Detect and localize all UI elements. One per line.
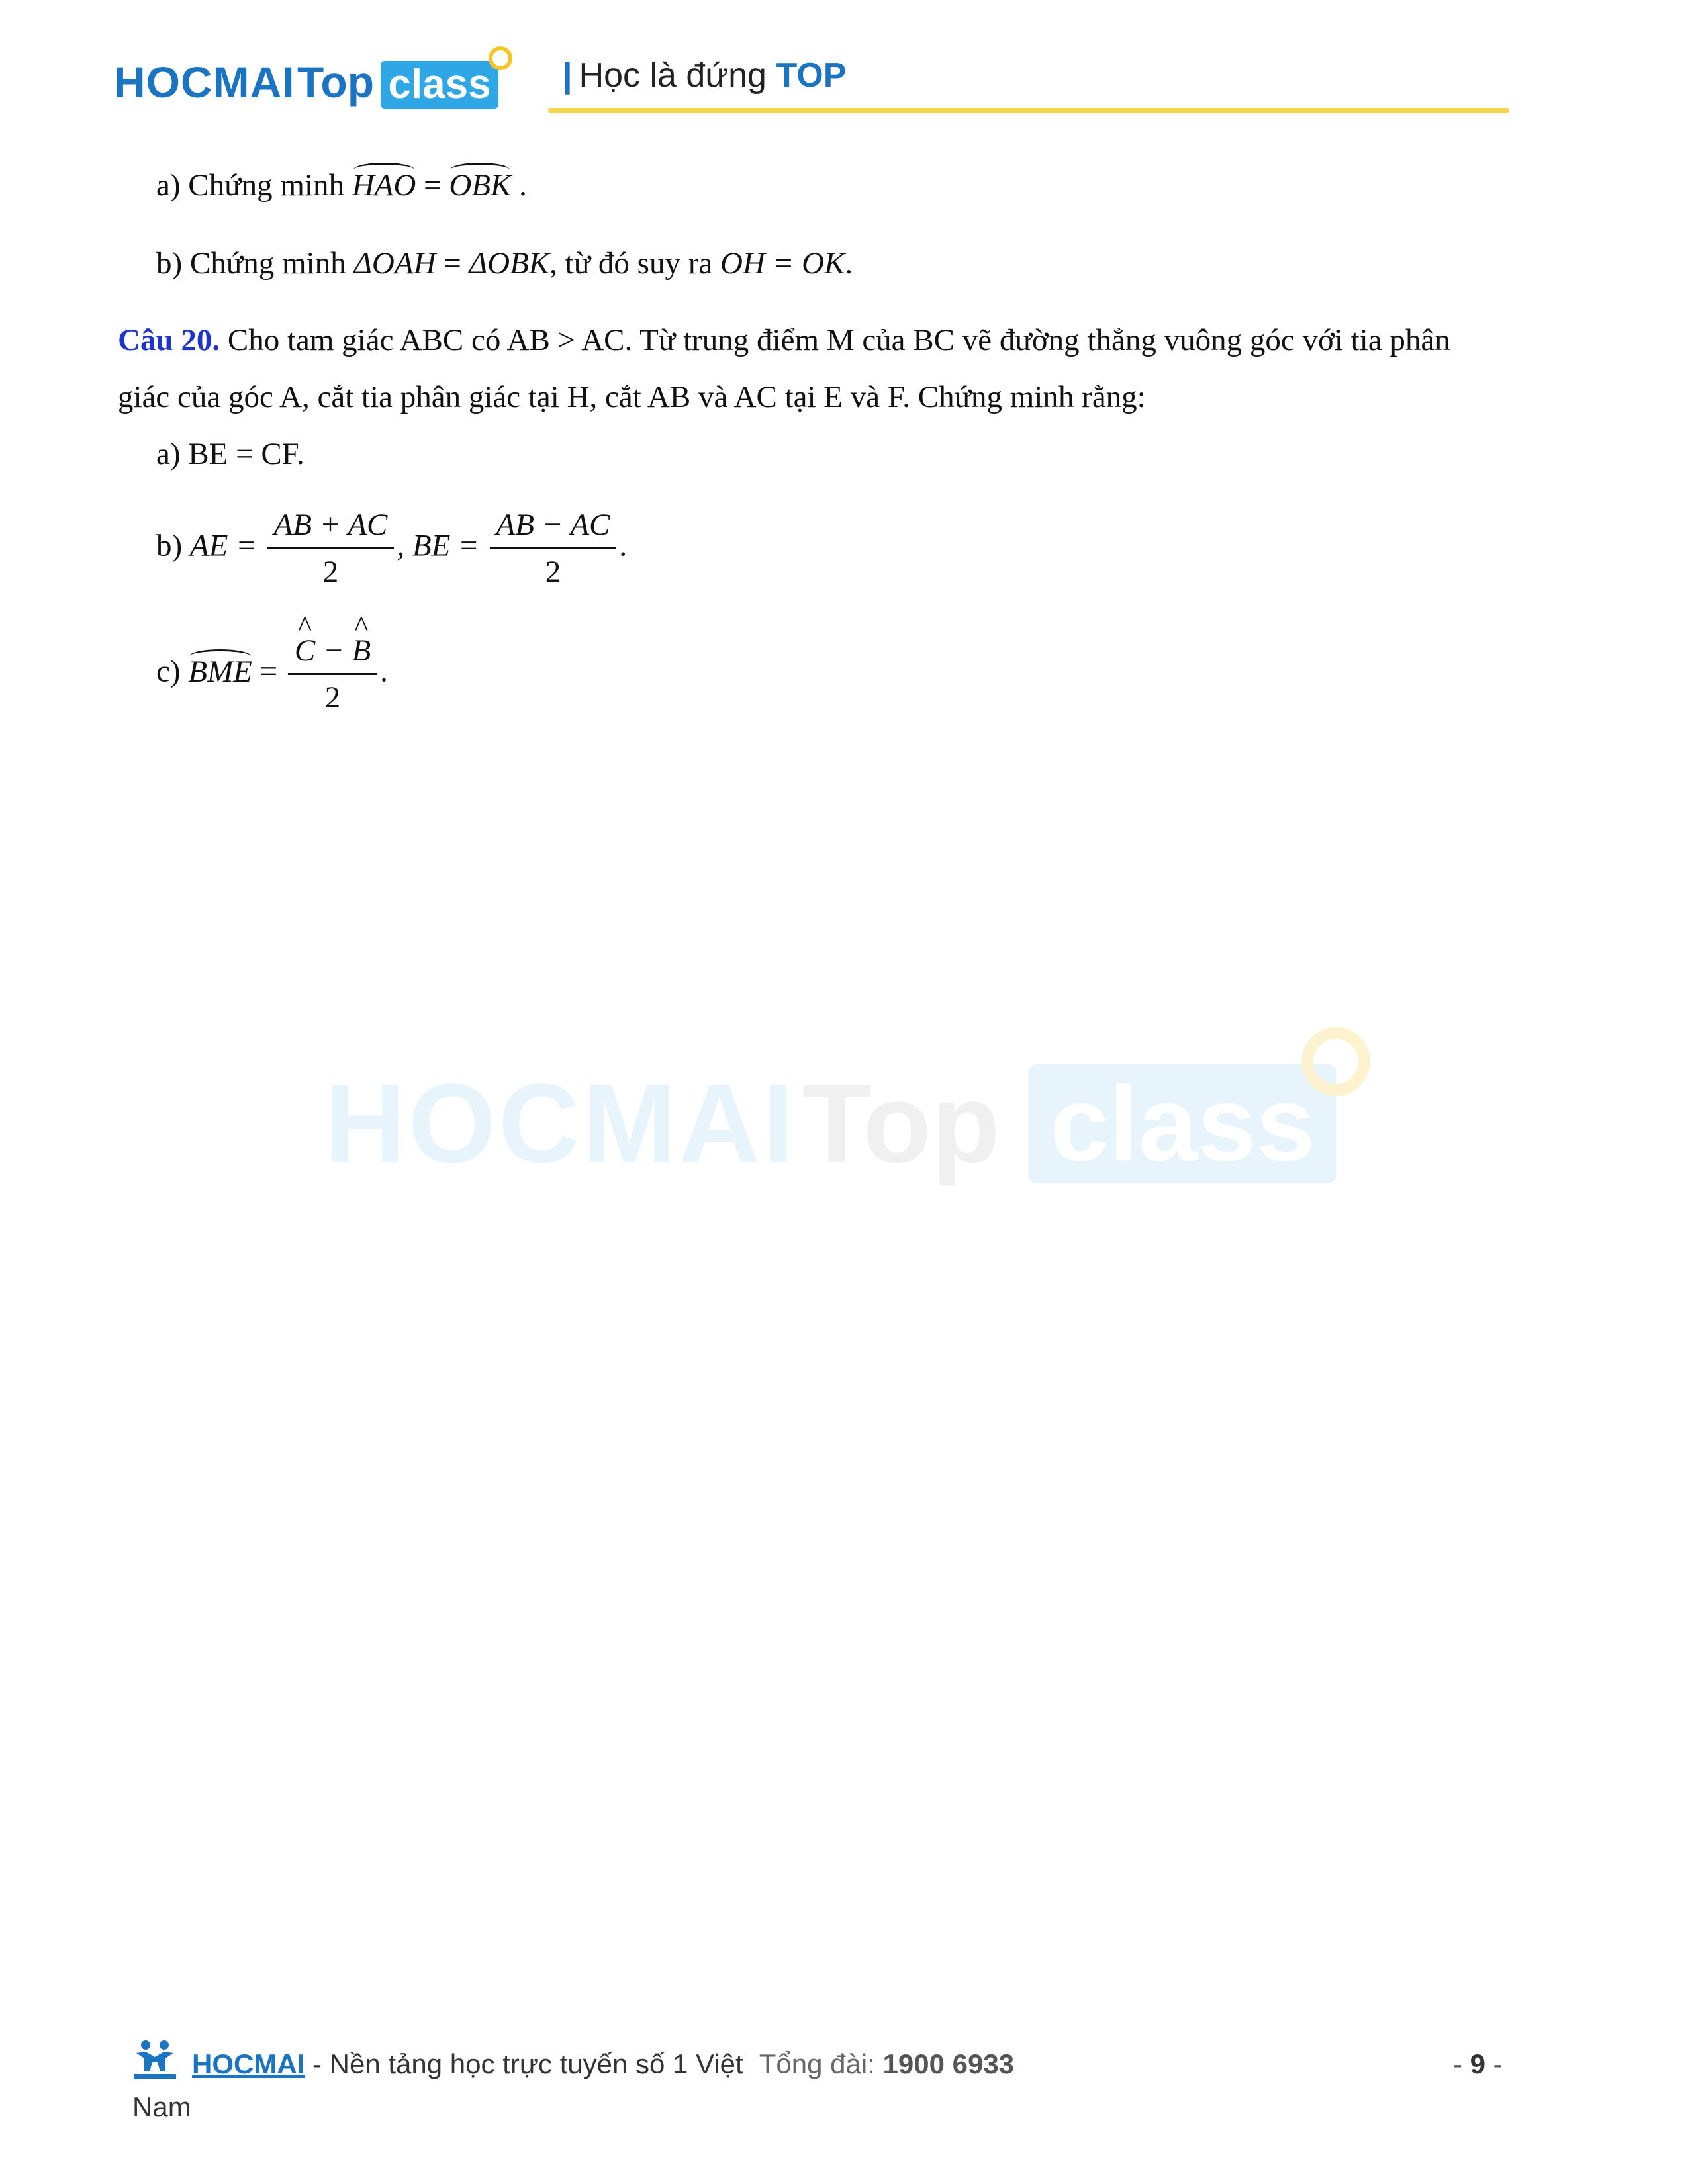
- hocmai-people-icon: [131, 2038, 179, 2082]
- angle-obk: OBK: [449, 167, 511, 204]
- fraction-sum-numerator: AB + AC: [267, 506, 395, 549]
- logo-class-badge: class: [381, 61, 498, 109]
- q20-text-2: giác của góc A, cắt tia phân giác tại H, cắt AB và AC tại E và F. Chứng minh rằng:: [118, 380, 1146, 414]
- footer-brand-link[interactable]: HOCMAI: [192, 2048, 305, 2079]
- logo-hocmai-text: HOCMAI: [114, 58, 295, 107]
- fraction-diff: [490, 506, 617, 591]
- q20-b-end: .: [619, 528, 628, 563]
- tagline-text: Học là đứng: [579, 56, 767, 95]
- prev-part-a: [156, 167, 527, 204]
- angle-bme: BME: [188, 653, 252, 690]
- header-underline: [548, 108, 1509, 113]
- fraction-diff-numerator: AB − AC: [490, 506, 617, 549]
- footer-hotline-label: Tổng đài:: [759, 2048, 883, 2079]
- prev-b-end: .: [845, 246, 853, 281]
- q20-c-label: c): [156, 654, 181, 689]
- prev-b-eq: =: [444, 246, 461, 281]
- q20-part-b: [156, 506, 627, 591]
- watermark-top: Top: [802, 1061, 1000, 1187]
- footer-desc: - Nền tảng học trực tuyến số 1 Việt: [305, 2048, 743, 2079]
- fraction-sum: [267, 506, 395, 591]
- footer-hotline: 1900 6933: [882, 2048, 1015, 2079]
- q20-line-2: [118, 379, 1146, 416]
- prev-b-label: b) Chứng minh: [156, 246, 346, 281]
- prev-a-eq: =: [424, 168, 442, 203]
- triangle-obk: ΔOBK: [469, 246, 550, 281]
- watermark-sun-icon: [1301, 1027, 1370, 1096]
- minus-sign: −: [315, 633, 352, 668]
- conclusion-oh-ok: OH = OK: [720, 246, 845, 281]
- q20-a-text: a) BE = CF.: [156, 437, 305, 471]
- q20-part-a: [156, 435, 305, 473]
- prev-part-b: [156, 245, 853, 282]
- fraction-angles-denominator: 2: [324, 680, 341, 715]
- footer-nam: Nam: [132, 2091, 191, 2122]
- header-tagline: [563, 56, 846, 95]
- fraction-angles: [288, 632, 377, 717]
- prev-b-mid: , từ đó suy ra: [549, 246, 713, 281]
- divider-bar: |: [563, 56, 573, 95]
- q20-label: Câu 20.: [118, 323, 220, 357]
- q20-text-1: Cho tam giác ABC có AB > AC. Từ trung điểm M của BC vẽ đường thẳng vuông góc với tia phân: [227, 323, 1450, 357]
- q20-part-c: [156, 632, 388, 717]
- page-suffix: -: [1485, 2048, 1503, 2079]
- prev-a-end: .: [519, 168, 527, 203]
- logo-top-text: Top: [297, 58, 375, 107]
- angle-c-hat: ^ C: [295, 632, 315, 669]
- sun-icon: [489, 46, 512, 70]
- tagline-top: TOP: [776, 56, 847, 95]
- angle-hao: HAO: [352, 167, 416, 204]
- q20-b-be: , BE =: [397, 528, 479, 563]
- fraction-diff-denominator: 2: [545, 555, 561, 590]
- watermark-class: class: [1029, 1064, 1336, 1183]
- q20-b-ae: AE =: [189, 528, 257, 563]
- page-number-value: 9: [1470, 2048, 1486, 2079]
- watermark-logo: [324, 1046, 1383, 1198]
- page-prefix: -: [1453, 2048, 1470, 2079]
- page-number: [1453, 2048, 1503, 2080]
- q20-c-end: .: [380, 654, 388, 689]
- q20-line-1: [118, 322, 1450, 359]
- prev-a-label: a) Chứng minh: [156, 168, 344, 203]
- fraction-angles-numerator: [288, 632, 377, 675]
- q20-c-eq: =: [259, 654, 278, 689]
- triangle-oah: ΔOAH: [353, 246, 436, 281]
- fraction-sum-denominator: 2: [322, 555, 339, 590]
- footer-text: [192, 2048, 1014, 2080]
- watermark-hocmai: HOCMAI: [324, 1061, 797, 1187]
- angle-b-hat: ^ B: [352, 632, 371, 669]
- q20-b-label: b): [156, 528, 183, 563]
